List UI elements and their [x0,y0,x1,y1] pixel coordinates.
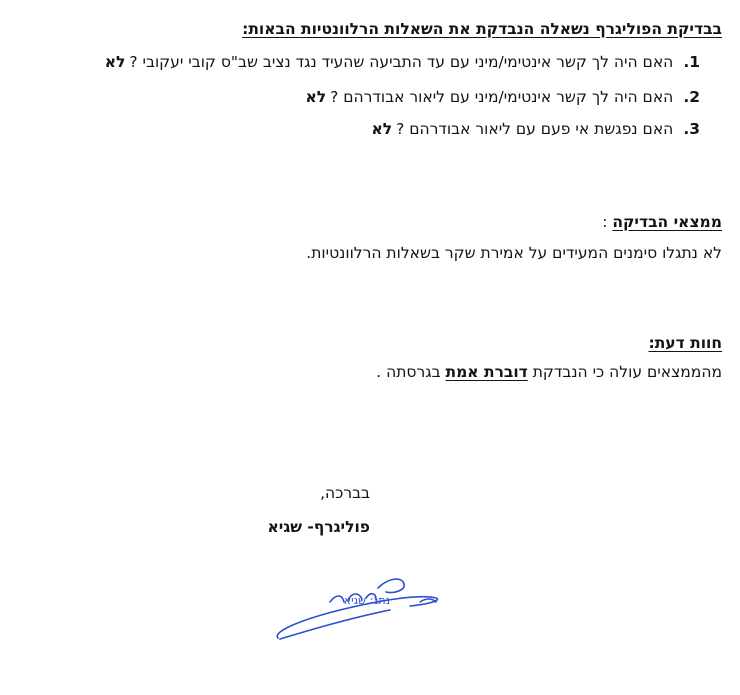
question-answer: לא [371,120,393,138]
opinion-text [376,361,722,383]
question-2 [305,86,700,108]
findings-heading-suffix: : [602,213,613,231]
question-number: 2. [683,88,700,106]
signer-name: פוליגרף- שגיא [267,518,370,536]
question-3 [371,118,700,140]
closing-greeting: בברכה, [320,484,370,502]
question-text: האם נפגשת אי פעם עם ליאור אבודרהם ? [396,120,674,138]
question-text: האם היה לך קשר אינטימי/מיני עם עד התביעה שהעיד נגד נציב שב"ס קובי יעקובי ? [129,53,674,71]
intro-heading: בבדיקת הפוליגרף נשאלה הנבדקת את השאלות הרלוונטיות הבאות: [242,20,722,38]
findings-heading: ממצאי הבדיקה [612,213,722,231]
question-number: 1. [683,53,700,71]
handwritten-signature [270,572,445,652]
findings-heading-line [602,211,722,233]
question-answer: לא [305,88,327,106]
question-number: 3. [683,120,700,138]
opinion-emphasis: דוברת אמת [445,363,528,381]
question-text: האם היה לך קשר אינטימי/מיני עם ליאור אבודרהם ? [330,88,674,106]
question-answer: לא [104,53,126,71]
findings-text: לא נתגלו סימנים המעידים על אמירת שקר בשאלות הרלוונטיות. [306,244,722,262]
opinion-text-after: בגרסתה . [376,363,446,381]
opinion-heading: חוות דעת: [648,334,722,352]
opinion-text-before: מהממצאים עולה כי הנבדקת [527,363,722,381]
signature-handwriting: נתנ׳ שגיא [343,594,390,607]
question-1 [105,51,700,73]
